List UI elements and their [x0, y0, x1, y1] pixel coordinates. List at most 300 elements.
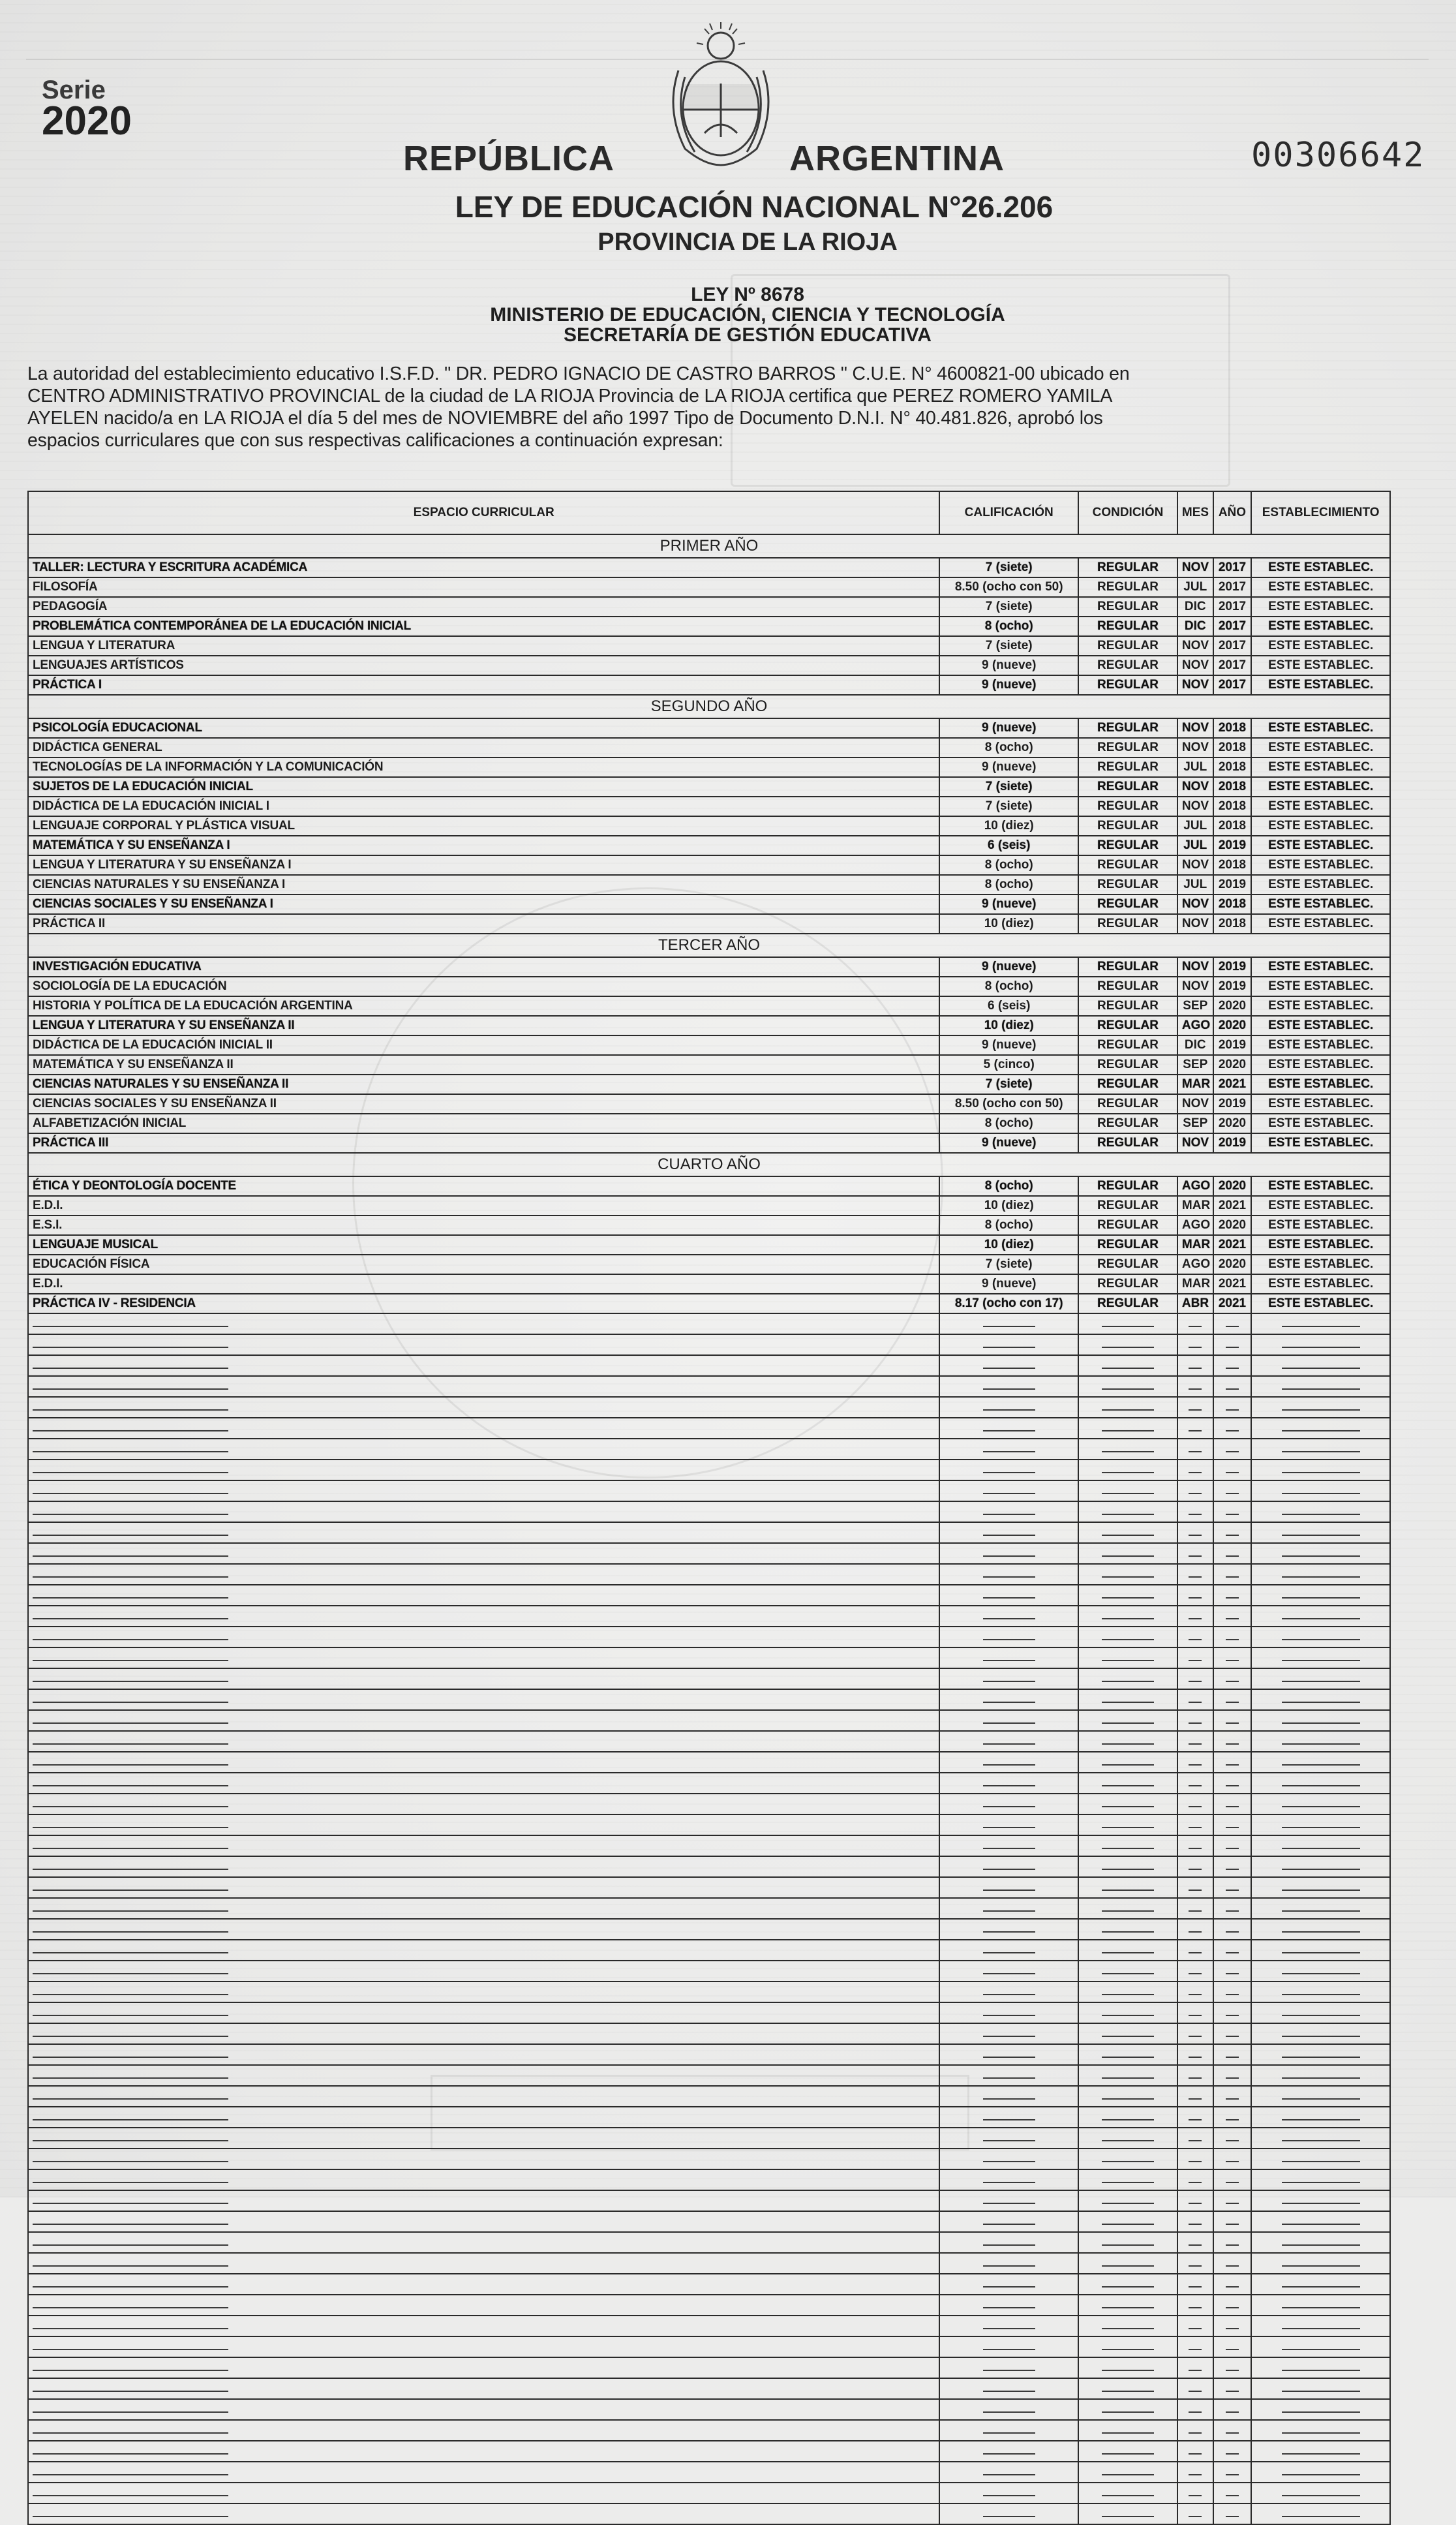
blank-line-cell — [1213, 2169, 1252, 2190]
blank-line-cell — [1177, 1919, 1213, 1940]
blank-line-cell — [939, 1334, 1078, 1355]
blank-line-cell — [939, 1313, 1078, 1334]
blank-dash — [33, 1737, 228, 1745]
blank-dash — [33, 2071, 228, 2079]
blank-dash — [1102, 2342, 1154, 2350]
blank-line-cell — [1078, 2190, 1177, 2211]
blank-dash — [1282, 1695, 1360, 1703]
blank-line-cell — [1251, 1522, 1390, 1543]
blank-line-cell — [28, 1940, 939, 1961]
blank-line-cell — [1078, 2462, 1177, 2483]
blank-dash — [983, 1674, 1035, 1682]
blank-dash — [1189, 1758, 1202, 1766]
year-cell: 2017 — [1213, 577, 1252, 597]
section-title: SEGUNDO AÑO — [28, 695, 1390, 718]
blank-line-cell — [28, 2169, 939, 2190]
blank-line-cell — [1078, 2253, 1177, 2274]
blank-dash — [33, 2029, 228, 2037]
blank-line-cell — [1251, 2211, 1390, 2232]
blank-line-cell — [1213, 1940, 1252, 1961]
blank-dash — [1102, 2301, 1154, 2308]
blank-dash — [1226, 1653, 1239, 1661]
grade-cell: 8.50 (ocho con 50) — [939, 1094, 1078, 1114]
grade-cell: 8 (ocho) — [939, 977, 1078, 996]
month-cell: ABR — [1177, 1294, 1213, 1313]
blank-dash — [1282, 1445, 1360, 1452]
blank-dash — [1102, 1403, 1154, 1411]
blank-line-cell — [1177, 1543, 1213, 1564]
blank-dash — [1226, 1737, 1239, 1745]
blank-line-cell — [939, 1480, 1078, 1501]
republica-heading: REPÚBLICA — [403, 139, 615, 178]
month-cell: NOV — [1177, 977, 1213, 996]
blank-dash — [1282, 1507, 1360, 1515]
subject-cell: PRÁCTICA I — [28, 675, 939, 695]
blank-line-cell — [939, 1355, 1078, 1376]
blank-dash — [1102, 1528, 1154, 1536]
blank-dash — [1189, 1549, 1202, 1557]
blank-dash — [1189, 1841, 1202, 1849]
blank-dash — [33, 1591, 228, 1599]
empty-table-row — [28, 1313, 1390, 1334]
empty-table-row — [28, 1689, 1390, 1710]
grades-table — [27, 491, 1391, 2525]
year-cell: 2018 — [1213, 718, 1252, 738]
establishment-cell: ESTE ESTABLEC. — [1251, 577, 1390, 597]
blank-line-cell — [28, 1543, 939, 1564]
condition-cell: REGULAR — [1078, 1133, 1177, 1153]
blank-line-cell — [1078, 2336, 1177, 2357]
blank-dash — [1226, 2092, 1239, 2100]
blank-dash — [1282, 2363, 1360, 2371]
blank-line-cell — [939, 2357, 1078, 2378]
blank-dash — [33, 1528, 228, 1536]
table-row — [28, 1196, 1390, 1216]
grade-cell: 8.50 (ocho con 50) — [939, 577, 1078, 597]
month-cell: NOV — [1177, 777, 1213, 797]
blank-line-cell — [28, 1355, 939, 1376]
blank-line-cell — [1251, 1627, 1390, 1647]
blank-dash — [1189, 1799, 1202, 1807]
blank-line-cell — [1213, 2086, 1252, 2107]
subject-cell: INVESTIGACIÓN EDUCATIVA — [28, 957, 939, 977]
table-row — [28, 1294, 1390, 1313]
blank-line-cell — [1078, 1439, 1177, 1460]
grade-cell: 8 (ocho) — [939, 855, 1078, 875]
table-row — [28, 816, 1390, 836]
subject-cell: E.D.I. — [28, 1196, 939, 1216]
blank-dash — [33, 2238, 228, 2246]
blank-line-cell — [28, 1668, 939, 1689]
subject-cell: LENGUAJE MUSICAL — [28, 1235, 939, 1255]
blank-dash — [983, 1820, 1035, 1828]
blank-line-cell — [28, 1647, 939, 1668]
blank-dash — [1282, 2113, 1360, 2120]
blank-dash — [983, 1361, 1035, 1369]
blank-line-cell — [1213, 2002, 1252, 2023]
blank-dash — [983, 2342, 1035, 2350]
table-row — [28, 617, 1390, 636]
empty-table-row — [28, 1919, 1390, 1940]
blank-line-cell — [1177, 2253, 1213, 2274]
blank-dash — [1282, 2426, 1360, 2434]
grade-cell: 9 (nueve) — [939, 656, 1078, 675]
blank-line-cell — [1213, 2190, 1252, 2211]
year-cell: 2018 — [1213, 777, 1252, 797]
establishment-cell: ESTE ESTABLEC. — [1251, 1255, 1390, 1274]
blank-dash — [983, 2050, 1035, 2058]
header-grade: CALIFICACIÓN — [939, 491, 1078, 534]
condition-cell: REGULAR — [1078, 895, 1177, 914]
empty-table-row — [28, 2336, 1390, 2357]
month-cell: NOV — [1177, 656, 1213, 675]
blank-dash — [1226, 2071, 1239, 2079]
blank-line-cell — [1177, 2232, 1213, 2253]
empty-table-row — [28, 2023, 1390, 2044]
blank-line-cell — [1213, 2023, 1252, 2044]
blank-line-cell — [1251, 2190, 1390, 2211]
blank-dash — [33, 1361, 228, 1369]
blank-dash — [1226, 1674, 1239, 1682]
blank-line-cell — [1213, 2065, 1252, 2086]
establishment-cell: ESTE ESTABLEC. — [1251, 797, 1390, 816]
year-cell: 2020 — [1213, 1055, 1252, 1075]
blank-dash — [1102, 1612, 1154, 1619]
subject-cell: MATEMÁTICA Y SU ENSEÑANZA II — [28, 1055, 939, 1075]
condition-cell: REGULAR — [1078, 875, 1177, 895]
blank-dash — [983, 1403, 1035, 1411]
blank-line-cell — [1078, 1814, 1177, 1835]
blank-line-cell — [1213, 1752, 1252, 1773]
blank-line-cell — [1078, 2441, 1177, 2462]
blank-line-cell — [1251, 2357, 1390, 2378]
blank-dash — [33, 1841, 228, 1849]
grades-table-body — [28, 534, 1390, 2524]
blank-line-cell — [1177, 1710, 1213, 1731]
blank-line-cell — [1177, 1814, 1213, 1835]
blank-line-cell — [1251, 2169, 1390, 2190]
year-cell: 2020 — [1213, 1255, 1252, 1274]
blank-line-cell — [1213, 1418, 1252, 1439]
blank-dash — [983, 2447, 1035, 2455]
blank-line-cell — [1078, 2169, 1177, 2190]
grade-cell: 8 (ocho) — [939, 1216, 1078, 1235]
blank-line-cell — [1251, 1334, 1390, 1355]
blank-line-cell — [1251, 2065, 1390, 2086]
blank-dash — [1226, 1570, 1239, 1578]
blank-line-cell — [1251, 1710, 1390, 1731]
blank-line-cell — [1078, 2295, 1177, 2316]
empty-table-row — [28, 1418, 1390, 1439]
blank-line-cell — [28, 2274, 939, 2295]
blank-dash — [1189, 1737, 1202, 1745]
blank-line-cell — [1177, 2357, 1213, 2378]
year-cell: 2019 — [1213, 957, 1252, 977]
month-cell: DIC — [1177, 1035, 1213, 1055]
blank-line-cell — [1177, 2378, 1213, 2399]
blank-dash — [983, 1528, 1035, 1536]
blank-dash — [1102, 1779, 1154, 1786]
blank-dash — [983, 2154, 1035, 2162]
establishment-cell: ESTE ESTABLEC. — [1251, 675, 1390, 695]
grade-cell: 10 (diez) — [939, 914, 1078, 934]
grade-cell: 7 (siete) — [939, 797, 1078, 816]
blank-dash — [1282, 2342, 1360, 2350]
blank-line-cell — [28, 1752, 939, 1773]
blank-dash — [1226, 2447, 1239, 2455]
blank-dash — [1282, 1862, 1360, 1870]
subject-cell: LENGUA Y LITERATURA Y SU ENSEÑANZA I — [28, 855, 939, 875]
empty-table-row — [28, 2190, 1390, 2211]
empty-table-row — [28, 1439, 1390, 1460]
blank-dash — [1282, 1737, 1360, 1745]
blank-line-cell — [939, 1752, 1078, 1773]
blank-dash — [1189, 1570, 1202, 1578]
month-cell: DIC — [1177, 597, 1213, 617]
month-cell: JUL — [1177, 577, 1213, 597]
table-row — [28, 738, 1390, 758]
table-row — [28, 1035, 1390, 1055]
blank-line-cell — [939, 2128, 1078, 2149]
blank-line-cell — [939, 2232, 1078, 2253]
blank-dash — [1282, 1799, 1360, 1807]
year-cell: 2017 — [1213, 675, 1252, 695]
blank-line-cell — [28, 1877, 939, 1898]
blank-line-cell — [939, 1647, 1078, 1668]
blank-line-cell — [939, 1961, 1078, 1982]
blank-line-cell — [1078, 1731, 1177, 1752]
establishment-cell: ESTE ESTABLEC. — [1251, 855, 1390, 875]
blank-dash — [33, 2259, 228, 2267]
establishment-cell: ESTE ESTABLEC. — [1251, 617, 1390, 636]
blank-line-cell — [1213, 1835, 1252, 1856]
blank-dash — [1282, 2071, 1360, 2079]
blank-line-cell — [1213, 2316, 1252, 2336]
blank-line-cell — [939, 1898, 1078, 1919]
blank-dash — [1102, 1507, 1154, 1515]
blank-line-cell — [1078, 2316, 1177, 2336]
blank-dash — [1226, 2384, 1239, 2392]
blank-line-cell — [1213, 2441, 1252, 2462]
blank-dash — [1226, 1319, 1239, 1327]
blank-line-cell — [1213, 1522, 1252, 1543]
blank-line-cell — [939, 2002, 1078, 2023]
establishment-cell: ESTE ESTABLEC. — [1251, 957, 1390, 977]
empty-table-row — [28, 1710, 1390, 1731]
subject-cell: LENGUAJE CORPORAL Y PLÁSTICA VISUAL — [28, 816, 939, 836]
month-cell: JUL — [1177, 758, 1213, 777]
blank-line-cell — [939, 1773, 1078, 1794]
blank-dash — [1189, 1904, 1202, 1912]
blank-line-cell — [1078, 2357, 1177, 2378]
blank-dash — [1226, 1925, 1239, 1933]
empty-table-row — [28, 2399, 1390, 2420]
table-row — [28, 636, 1390, 656]
blank-dash — [1226, 1904, 1239, 1912]
blank-dash — [1226, 1716, 1239, 1724]
table-row — [28, 977, 1390, 996]
blank-line-cell — [939, 2065, 1078, 2086]
blank-line-cell — [1078, 1898, 1177, 1919]
blank-line-cell — [28, 2399, 939, 2420]
empty-table-row — [28, 1522, 1390, 1543]
blank-dash — [983, 2238, 1035, 2246]
establishment-cell: ESTE ESTABLEC. — [1251, 1114, 1390, 1133]
blank-line-cell — [1213, 1731, 1252, 1752]
grade-cell: 9 (nueve) — [939, 1035, 1078, 1055]
blank-line-cell — [1213, 1313, 1252, 1334]
blank-dash — [983, 1966, 1035, 1974]
blank-dash — [1102, 1820, 1154, 1828]
blank-line-cell — [1177, 2065, 1213, 2086]
section-title: PRIMER AÑO — [28, 534, 1390, 558]
blank-line-cell — [1177, 1647, 1213, 1668]
blank-line-cell — [939, 2086, 1078, 2107]
blank-dash — [983, 1799, 1035, 1807]
blank-dash — [983, 2405, 1035, 2413]
blank-dash — [983, 2113, 1035, 2120]
grade-cell: 8 (ocho) — [939, 875, 1078, 895]
empty-table-row — [28, 1814, 1390, 1835]
blank-line-cell — [1251, 1501, 1390, 1522]
blank-dash — [1282, 1758, 1360, 1766]
blank-dash — [33, 2301, 228, 2308]
blank-dash — [983, 1319, 1035, 1327]
blank-dash — [33, 1862, 228, 1870]
blank-dash — [1282, 1340, 1360, 1348]
month-cell: MAR — [1177, 1235, 1213, 1255]
condition-cell: REGULAR — [1078, 797, 1177, 816]
blank-dash — [983, 2092, 1035, 2100]
blank-dash — [1282, 1716, 1360, 1724]
blank-dash — [1189, 1695, 1202, 1703]
condition-cell: REGULAR — [1078, 1235, 1177, 1255]
condition-cell: REGULAR — [1078, 914, 1177, 934]
blank-dash — [1189, 1382, 1202, 1390]
blank-line-cell — [1078, 1313, 1177, 1334]
blank-line-cell — [1213, 2483, 1252, 2503]
blank-dash — [33, 1486, 228, 1494]
blank-dash — [1102, 2008, 1154, 2016]
month-cell: NOV — [1177, 914, 1213, 934]
establishment-cell: ESTE ESTABLEC. — [1251, 1274, 1390, 1294]
blank-line-cell — [1213, 1627, 1252, 1647]
blank-dash — [1226, 2259, 1239, 2267]
establishment-cell: ESTE ESTABLEC. — [1251, 1094, 1390, 1114]
blank-line-cell — [939, 1689, 1078, 1710]
blank-dash — [1189, 1507, 1202, 1515]
blank-dash — [1189, 2301, 1202, 2308]
subject-cell: MATEMÁTICA Y SU ENSEÑANZA I — [28, 836, 939, 855]
grade-cell: 9 (nueve) — [939, 895, 1078, 914]
blank-line-cell — [1177, 2274, 1213, 2295]
blank-line-cell — [1213, 1501, 1252, 1522]
blank-line-cell — [939, 1418, 1078, 1439]
blank-dash — [1282, 1883, 1360, 1891]
blank-dash — [1226, 2217, 1239, 2225]
blank-line-cell — [1177, 2002, 1213, 2023]
condition-cell: REGULAR — [1078, 1216, 1177, 1235]
blank-dash — [1226, 2405, 1239, 2413]
empty-table-row — [28, 2107, 1390, 2128]
blank-line-cell — [939, 2336, 1078, 2357]
blank-dash — [1102, 1925, 1154, 1933]
blank-dash — [1189, 1862, 1202, 1870]
blank-dash — [1189, 2363, 1202, 2371]
blank-line-cell — [28, 2002, 939, 2023]
month-cell: NOV — [1177, 895, 1213, 914]
establishment-cell: ESTE ESTABLEC. — [1251, 656, 1390, 675]
blank-line-cell — [939, 2107, 1078, 2128]
establishment-cell: ESTE ESTABLEC. — [1251, 1035, 1390, 1055]
blank-dash — [1226, 1632, 1239, 1640]
blank-line-cell — [939, 2399, 1078, 2420]
empty-table-row — [28, 2169, 1390, 2190]
blank-dash — [33, 1424, 228, 1431]
blank-line-cell — [1251, 1940, 1390, 1961]
condition-cell: REGULAR — [1078, 1035, 1177, 1055]
blank-dash — [1189, 2468, 1202, 2475]
condition-cell: REGULAR — [1078, 1114, 1177, 1133]
blank-dash — [1226, 1465, 1239, 1473]
blank-line-cell — [1213, 1919, 1252, 1940]
blank-line-cell — [1213, 1439, 1252, 1460]
blank-line-cell — [1078, 1689, 1177, 1710]
blank-line-cell — [939, 1627, 1078, 1647]
blank-line-cell — [1078, 2128, 1177, 2149]
blank-dash — [1226, 2363, 1239, 2371]
subject-cell: DIDÁCTICA GENERAL — [28, 738, 939, 758]
blank-dash — [1282, 2134, 1360, 2141]
condition-cell: REGULAR — [1078, 597, 1177, 617]
blank-line-cell — [28, 2149, 939, 2169]
empty-table-row — [28, 1355, 1390, 1376]
blank-dash — [33, 2008, 228, 2016]
blank-line-cell — [939, 1606, 1078, 1627]
blank-dash — [33, 2217, 228, 2225]
argentina-heading: ARGENTINA — [789, 139, 1005, 178]
blank-dash — [33, 2384, 228, 2392]
blank-dash — [33, 1716, 228, 1724]
table-row — [28, 797, 1390, 816]
grade-cell: 7 (siete) — [939, 1075, 1078, 1094]
blank-dash — [983, 1758, 1035, 1766]
empty-table-row — [28, 1585, 1390, 1606]
grades-table-container — [27, 491, 1391, 2525]
blank-line-cell — [1213, 1773, 1252, 1794]
blank-dash — [1102, 2321, 1154, 2329]
blank-line-cell — [1177, 2336, 1213, 2357]
province-heading: PROVINCIA DE LA RIOJA — [598, 228, 898, 256]
year-cell: 2018 — [1213, 758, 1252, 777]
blank-dash — [1102, 1465, 1154, 1473]
blank-line-cell — [1251, 2336, 1390, 2357]
condition-cell: REGULAR — [1078, 1176, 1177, 1196]
blank-line-cell — [1078, 2023, 1177, 2044]
blank-line-cell — [1078, 2149, 1177, 2169]
blank-dash — [1282, 1966, 1360, 1974]
blank-line-cell — [1251, 1668, 1390, 1689]
empty-table-row — [28, 1794, 1390, 1814]
blank-dash — [983, 2029, 1035, 2037]
establishment-cell: ESTE ESTABLEC. — [1251, 558, 1390, 577]
blank-dash — [983, 1695, 1035, 1703]
blank-line-cell — [1078, 2232, 1177, 2253]
empty-table-row — [28, 1627, 1390, 1647]
subject-cell: E.S.I. — [28, 1216, 939, 1235]
blank-dash — [1189, 1674, 1202, 1682]
national-law-heading: LEY DE EDUCACIÓN NACIONAL N°26.206 — [455, 190, 1054, 224]
